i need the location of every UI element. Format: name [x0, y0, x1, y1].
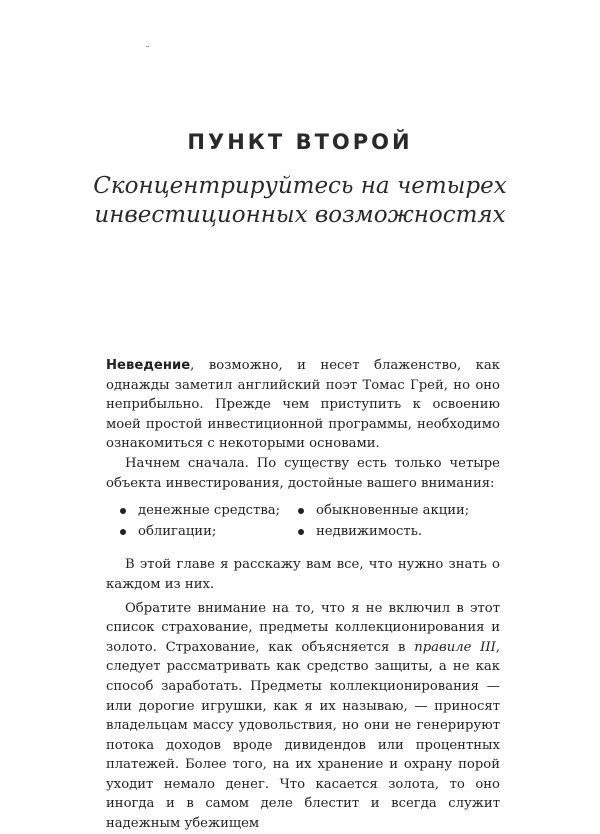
bullet-icon	[298, 529, 304, 535]
list-item-real-estate	[298, 522, 498, 542]
paragraph-1	[106, 356, 500, 454]
rule-reference: правиле III	[414, 639, 496, 655]
subtitle-line-1: Сконцентрируйтесь на четырех	[93, 173, 507, 199]
paragraph-4-text-a: Обратите внимание на то, что я не включил в этот список страхование, предметы коллекционирования и золото. Страхование, как объясняется в	[106, 600, 500, 655]
list-item-label: облигации;	[138, 523, 217, 539]
chapter-title: ПУНКТ ВТОРОЙ	[187, 130, 413, 154]
list-item-cash	[120, 501, 298, 521]
scan-mark	[146, 46, 149, 47]
list-item-label: денежные средства;	[138, 503, 281, 519]
chapter-subtitle	[0, 172, 600, 230]
body-text	[106, 356, 500, 834]
bullet-icon	[120, 529, 126, 535]
list-item-label: обыкновенные акции;	[316, 503, 470, 519]
investment-list	[106, 501, 500, 541]
list-item-bonds	[120, 522, 298, 542]
paragraph-2: Начнем сначала. По существу есть только четыре объекта инвестирования, достойные вашего внимания:	[106, 455, 500, 491]
list-item-stocks	[298, 501, 498, 521]
paragraph-3: В этой главе я расскажу вам все, что нужно знать о каждом из них.	[106, 557, 500, 592]
paragraph-1-text: , возможно, и несет блаженство, как однажды заметил английский поэт Томас Грей, но оно неприбыльно. Прежде чем приступить к освоению моей простой инвестиционной программы, необходимо ознакомиться с некоторыми основами.	[106, 358, 500, 452]
subtitle-line-2: инвестиционных возможностях	[94, 202, 506, 228]
paragraph-4-text-b: , следует рассматривать как средство защиты, а не как способ заработать. Предметы коллекционирования — или дорогие игрушки, как я их называю, — приносят владельцам массу удовольствия, но они не генерируют потока доходов вроде дивидендов или процентных платежей. Более того, на их хранение и охрану порой уходит немало денег. Что касается золота, то оно иногда и в самом деле блестит и всегда служит надежным убежищем	[106, 639, 500, 832]
bullet-icon	[120, 508, 126, 514]
paragraph-4	[106, 599, 500, 834]
lead-word: Неведение	[106, 358, 191, 373]
bullet-icon	[298, 508, 304, 514]
list-item-label: недвижимость.	[316, 523, 423, 539]
